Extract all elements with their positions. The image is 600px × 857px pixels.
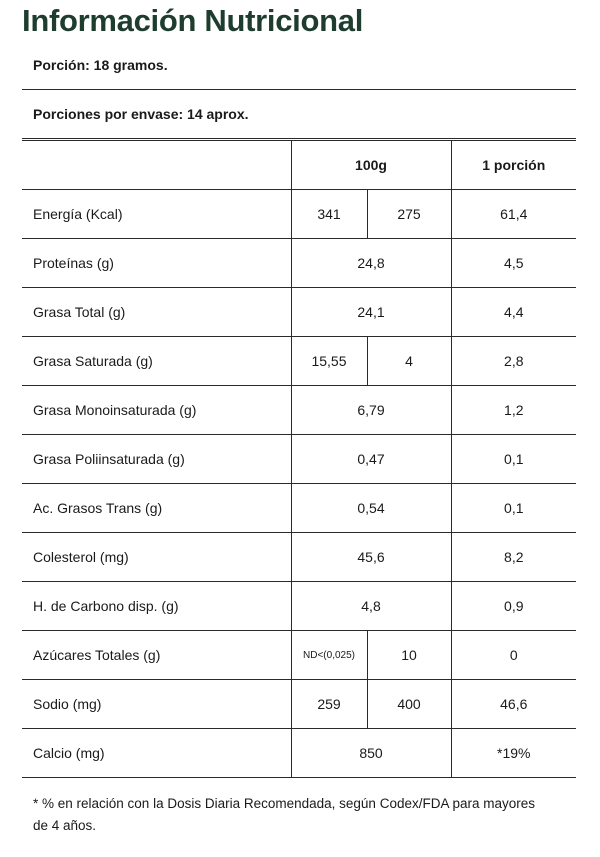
nutrient-label: Grasa Monoinsaturada (g) xyxy=(22,386,291,435)
nutrient-label: Sodio (mg) xyxy=(22,680,291,729)
value-100g: 4,8 xyxy=(291,582,451,631)
table-row xyxy=(22,533,576,582)
nutrient-label: Grasa Total (g) xyxy=(22,288,291,337)
table-row xyxy=(22,435,576,484)
page-title: Información Nutricional xyxy=(22,3,364,38)
table-row xyxy=(22,680,576,729)
header-portion: 1 porción xyxy=(451,141,576,190)
table-row xyxy=(22,239,576,288)
nutrient-label: Grasa Poliinsaturada (g) xyxy=(22,435,291,484)
nutrient-label: Calcio (mg) xyxy=(22,729,291,778)
nutrient-label: Ac. Grasos Trans (g) xyxy=(22,484,291,533)
value-portion: 4,4 xyxy=(451,288,576,337)
value-portion: 0,1 xyxy=(451,484,576,533)
value-portion: 0,1 xyxy=(451,435,576,484)
table-row xyxy=(22,337,576,386)
servings-per-container: Porciones por envase: 14 aprox. xyxy=(22,90,576,139)
value-100g-a: 259 xyxy=(291,680,367,729)
value-100g-a: ND<(0,025) xyxy=(291,631,367,680)
table-row xyxy=(22,484,576,533)
table-row xyxy=(22,386,576,435)
table-row xyxy=(22,582,576,631)
value-portion: 61,4 xyxy=(451,190,576,239)
footnote: * % en relación con la Dosis Diaria Recomendada, según Codex/FDA para mayores de 4 años. xyxy=(33,796,536,833)
value-portion: 1,2 xyxy=(451,386,576,435)
table-header-row xyxy=(22,141,576,190)
value-portion: 8,2 xyxy=(451,533,576,582)
value-portion: 2,8 xyxy=(451,337,576,386)
value-100g: 24,8 xyxy=(291,239,451,288)
nutrient-label: Colesterol (mg) xyxy=(22,533,291,582)
value-portion: 4,5 xyxy=(451,239,576,288)
value-100g: 0,47 xyxy=(291,435,451,484)
nutrient-label: Azúcares Totales (g) xyxy=(22,631,291,680)
value-100g: 0,54 xyxy=(291,484,451,533)
header-100g: 100g xyxy=(291,141,451,190)
portion-size: Porción: 18 gramos. xyxy=(22,41,576,90)
table-row xyxy=(22,288,576,337)
header-empty-cell xyxy=(22,141,291,190)
table-row xyxy=(22,729,576,778)
table-row xyxy=(22,631,576,680)
value-portion: 0,9 xyxy=(451,582,576,631)
value-100g-a: 341 xyxy=(291,190,367,239)
value-100g: 45,6 xyxy=(291,533,451,582)
value-100g-a: 15,55 xyxy=(291,337,367,386)
nutrient-label: H. de Carbono disp. (g) xyxy=(22,582,291,631)
value-portion: *19% xyxy=(451,729,576,778)
value-100g-b: 400 xyxy=(367,680,451,729)
nutrient-label: Proteínas (g) xyxy=(22,239,291,288)
table-row xyxy=(22,190,576,239)
value-100g-b: 4 xyxy=(367,337,451,386)
nutrient-label: Grasa Saturada (g) xyxy=(22,337,291,386)
value-100g-b: 10 xyxy=(367,631,451,680)
value-100g: 24,1 xyxy=(291,288,451,337)
nutrient-label: Energía (Kcal) xyxy=(22,190,291,239)
value-portion: 46,6 xyxy=(451,680,576,729)
value-100g-b: 275 xyxy=(367,190,451,239)
value-100g: 850 xyxy=(291,729,451,778)
value-portion: 0 xyxy=(451,631,576,680)
nutrition-table xyxy=(22,140,576,778)
value-100g: 6,79 xyxy=(291,386,451,435)
